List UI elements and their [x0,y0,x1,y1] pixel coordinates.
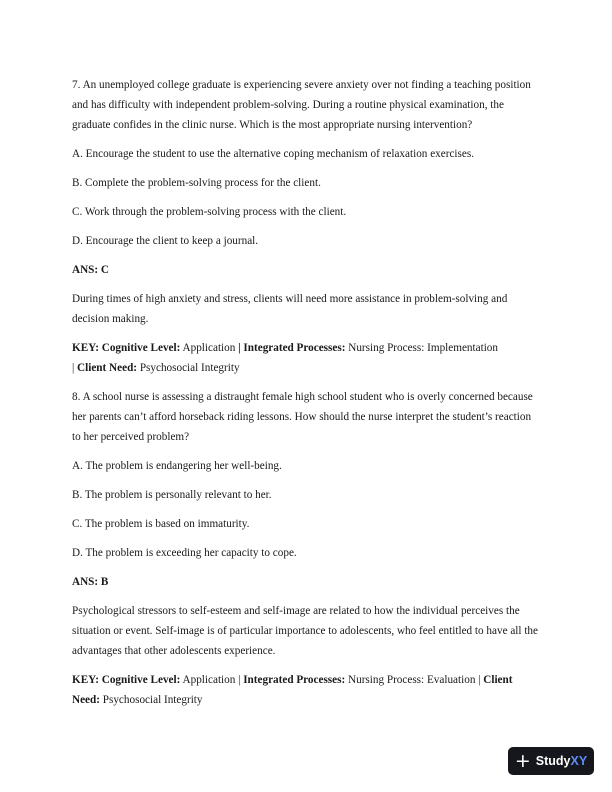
key-processes-label: Integrated Processes: [240,342,346,354]
key-processes-label: Integrated Processes: [243,674,346,686]
question-8-answer: ANS: B [72,576,109,588]
question-8-option-d: D. The problem is exceeding her capacity to cope. [72,547,297,559]
plus-icon: + [514,749,531,772]
question-7-option-b: B. Complete the problem-solving process for the client. [72,177,321,189]
key-separator: | [72,362,78,374]
key-need-value: Psychosocial Integrity [99,694,203,706]
key-cognitive-value: Application | [180,674,244,686]
question-7-option-c: C. Work through the problem-solving process with the client. [72,206,347,218]
key-cognitive-value: Application [180,342,239,354]
question-8-option-c: C. The problem is based on immaturity. [72,518,250,530]
question-7-option-a: A. Encourage the student to use the alternative coping mechanism of relaxation exercises. [72,148,474,160]
question-8-rationale: Psychological stressors to self-esteem and self-image are related to how the individual perceives the situation or event. Self-image is of particular importance to adolescents, who feel entitled to have all the advantages that other adolescents experience. [72,605,538,657]
question-8-option-a: A. The problem is endangering her well-being. [72,460,282,472]
key-cognitive-label: KEY: Cognitive Level: [72,342,181,354]
question-8-text: 8. A school nurse is assessing a distraught female high school student who is overly concerned because her parents can’t afford horseback riding lessons. How should the nurse interpret the student’s reaction to her perceived problem? [72,391,533,443]
studyxy-logo-badge[interactable] [508,747,594,775]
key-processes-value: Nursing Process: Implementation [345,342,498,354]
key-cognitive-label: KEY: Cognitive Level: [72,674,181,686]
key-need-label: Client Need: [72,674,513,706]
question-8-option-b: B. The problem is personally relevant to her. [72,489,272,501]
brand-name-xy: XY [570,754,588,768]
key-need-label: Client Need: [77,362,138,374]
question-7-key [72,338,542,378]
question-7-text: 7. An unemployed college graduate is experiencing severe anxiety over not finding a teaching position and has difficulty with independent problem-solving. During a routine physical examination, the graduate confides in the clinic nurse. Which is the most appropriate nursing intervention? [72,79,531,131]
key-need-value: Psychosocial Integrity [137,362,240,374]
question-7-option-d: D. Encourage the client to keep a journal. [72,235,259,247]
question-7-answer: ANS: C [72,264,109,276]
key-processes-value: Nursing Process: Evaluation | [345,674,484,686]
question-8-key [72,670,542,710]
brand-name-study: Study [535,754,571,768]
brand-name [536,754,587,768]
document-body [72,75,542,719]
key-separator: | [238,342,241,354]
question-7-rationale: During times of high anxiety and stress, clients will need more assistance in problem-solving and decision making. [72,293,508,325]
